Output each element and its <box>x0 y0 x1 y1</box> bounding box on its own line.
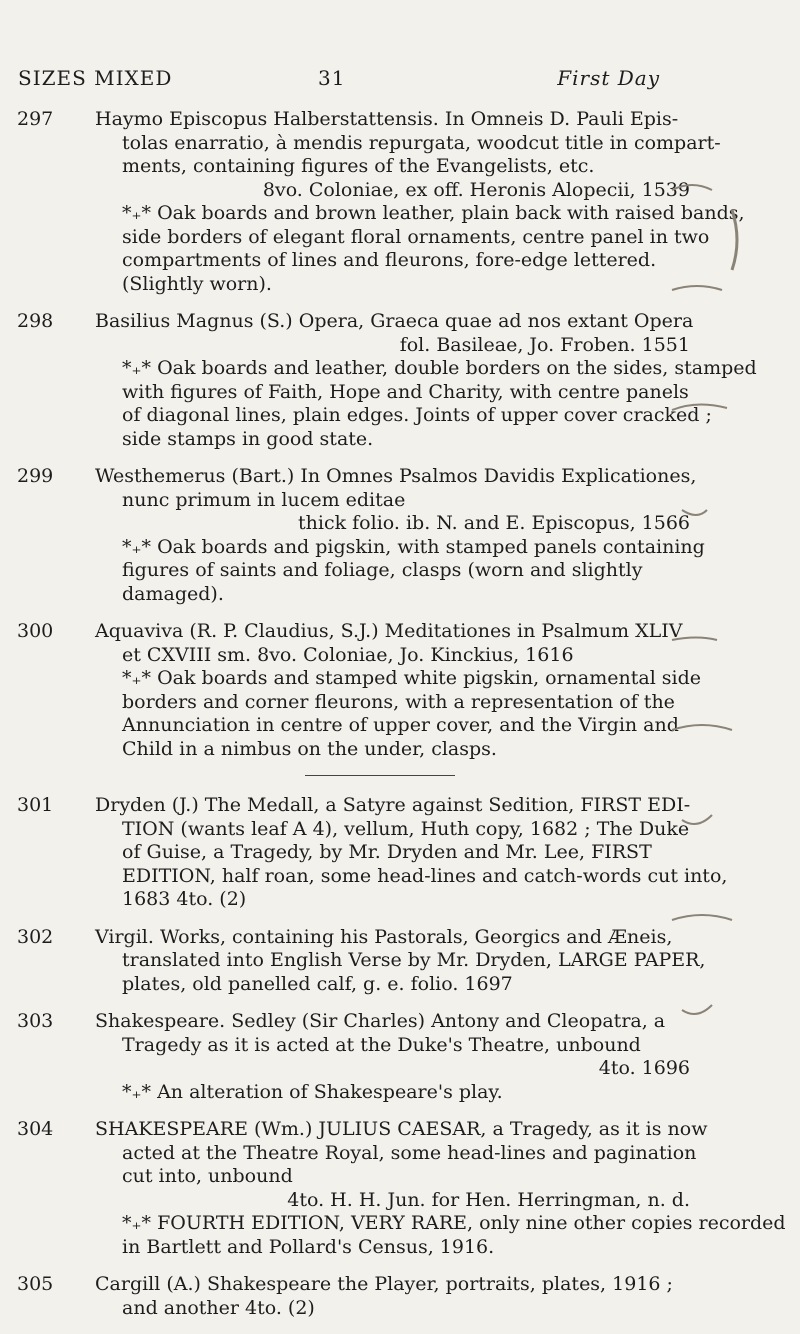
lot-number: 303 <box>17 1010 54 1032</box>
entry-text <box>95 925 706 997</box>
entry-text <box>95 1010 690 1104</box>
entry-imprint: fol. Basileae, Jo. Froben. 1551 <box>399 333 690 356</box>
entry-line: tolas enarratio, à mendis repurgata, woodcut title in compart- <box>122 131 721 154</box>
entry-line: EDITION, half roan, some head-lines and catch-words cut into, <box>122 864 728 887</box>
section-divider <box>305 775 455 776</box>
header-day: First Day <box>557 66 660 90</box>
entry-note-line: figures of saints and foliage, clasps (worn and slightly <box>122 559 643 581</box>
entry-line: Westhemerus (Bart.) In Omnes Psalmos Davidis Explicationes, <box>95 465 697 487</box>
lot-number: 297 <box>17 108 54 130</box>
entry-text <box>95 794 728 912</box>
entry-line: cut into, unbound <box>122 1165 293 1187</box>
margin-annotations <box>662 170 782 1070</box>
entry-305 <box>0 1273 800 1320</box>
entry-line: Haymo Episcopus Halberstattensis. In Omneis D. Pauli Epis- <box>95 108 679 130</box>
entry-note: *₊* Oak boards and leather, double borders on the sides, stamped <box>122 357 757 379</box>
entry-imprint: 8vo. Coloniae, ex off. Heronis Alopecii, 1539 <box>262 178 690 201</box>
entry-imprint: plates, old panelled calf, g. e. folio. 1697 <box>122 972 513 995</box>
page-header <box>18 66 660 88</box>
entry-note-line: damaged). <box>122 582 224 605</box>
entry-note: *₊* Oak boards and pigskin, with stamped panels containing <box>122 535 705 558</box>
entry-line: SHAKESPEARE (Wm.) JULIUS CAESAR, a Tragedy, as it is now <box>95 1118 708 1140</box>
lot-number: 299 <box>17 465 54 487</box>
entry-note: *₊* Oak boards and stamped white pigskin, ornamental side <box>122 667 702 689</box>
entry-line: Tragedy as it is acted at the Duke's Theatre, unbound <box>122 1033 641 1056</box>
entry-text <box>95 1118 786 1259</box>
lot-number: 304 <box>17 1118 54 1140</box>
lot-number: 300 <box>17 620 54 642</box>
entry-line: et CXVIII sm. 8vo. Coloniae, Jo. Kinckius, 1616 <box>122 643 574 666</box>
lot-number: 298 <box>17 310 54 332</box>
lot-number: 305 <box>17 1273 54 1295</box>
handwritten-marks <box>662 170 782 1070</box>
entry-note-line: Annunciation in centre of upper cover, and the Virgin and <box>122 714 679 736</box>
entry-note: *₊* FOURTH EDITION, VERY RARE, only nine other copies recorded <box>122 1212 786 1234</box>
entry-text <box>95 1273 690 1320</box>
entry-text <box>95 310 757 451</box>
entry-note-line: (Slightly worn). <box>122 272 272 295</box>
entry-imprint: 4to. H. H. Jun. for Hen. Herringman, n. d. <box>287 1188 690 1211</box>
entry-imprint: 1683 4to. (2) <box>122 888 247 910</box>
entry-note-line: borders and corner fleurons, with a representation of the <box>122 690 675 713</box>
entry-imprint: 4to. 1696 <box>598 1057 690 1079</box>
entry-line: translated into English Verse by Mr. Dryden, LARGE PAPER, <box>122 949 706 971</box>
entry-line: acted at the Theatre Royal, some head-lines and pagination <box>122 1141 697 1164</box>
entry-line: TION (wants leaf A 4), vellum, Huth copy, 1682 ; The Duke <box>122 817 690 840</box>
entry-line: Virgil. Works, containing his Pastorals, Georgics and Æneis, <box>95 925 673 948</box>
entry-imprint: thick folio. ib. N. and E. Episcopus, 1566 <box>298 512 690 534</box>
entry-line: nunc primum in lucem editae <box>122 488 406 511</box>
entry-note-line: of diagonal lines, plain edges. Joints of upper cover cracked ; <box>122 404 712 426</box>
entry-line: Dryden (J.) The Medall, a Satyre against Sedition, FIRST EDI- <box>95 794 691 816</box>
entry-line: Aquaviva (R. P. Claudius, S.J.) Meditationes in Psalmum XLIV <box>95 620 683 642</box>
entry-note-line: side borders of elegant floral ornaments, centre panel in two <box>122 225 710 248</box>
entry-text <box>95 465 705 606</box>
entry-note-line: in Bartlett and Pollard's Census, 1916. <box>122 1235 495 1258</box>
entry-note-line: Child in a nimbus on the under, clasps. <box>122 737 497 760</box>
page-number: 31 <box>318 66 346 90</box>
entry-line: of Guise, a Tragedy, by Mr. Dryden and Mr. Lee, FIRST <box>122 841 652 863</box>
entry-note-line: side stamps in good state. <box>122 427 374 450</box>
entry-note: *₊* An alteration of Shakespeare's play. <box>122 1080 503 1103</box>
entry-line: Shakespeare. Sedley (Sir Charles) Antony and Cleopatra, a <box>95 1010 666 1032</box>
entry-imprint: and another 4to. (2) <box>122 1296 315 1319</box>
lot-number: 301 <box>17 794 54 816</box>
entry-note: *₊* Oak boards and brown leather, plain back with raised bands, <box>122 202 745 224</box>
header-section: SIZES MIXED <box>18 66 173 90</box>
entry-304 <box>0 1118 800 1259</box>
entry-line: Cargill (A.) Shakespeare the Player, portraits, plates, 1916 ; <box>95 1273 673 1295</box>
lot-number: 302 <box>17 925 54 948</box>
entry-line: Basilius Magnus (S.) Opera, Graeca quae ad nos extant Opera <box>95 310 694 332</box>
entry-line: ments, containing figures of the Evangelists, etc. <box>122 155 595 177</box>
entry-note-line: with figures of Faith, Hope and Charity, with centre panels <box>122 380 689 403</box>
entry-text <box>95 108 745 296</box>
entry-text <box>95 620 702 761</box>
entry-note-line: compartments of lines and fleurons, fore-edge lettered. <box>122 249 657 271</box>
